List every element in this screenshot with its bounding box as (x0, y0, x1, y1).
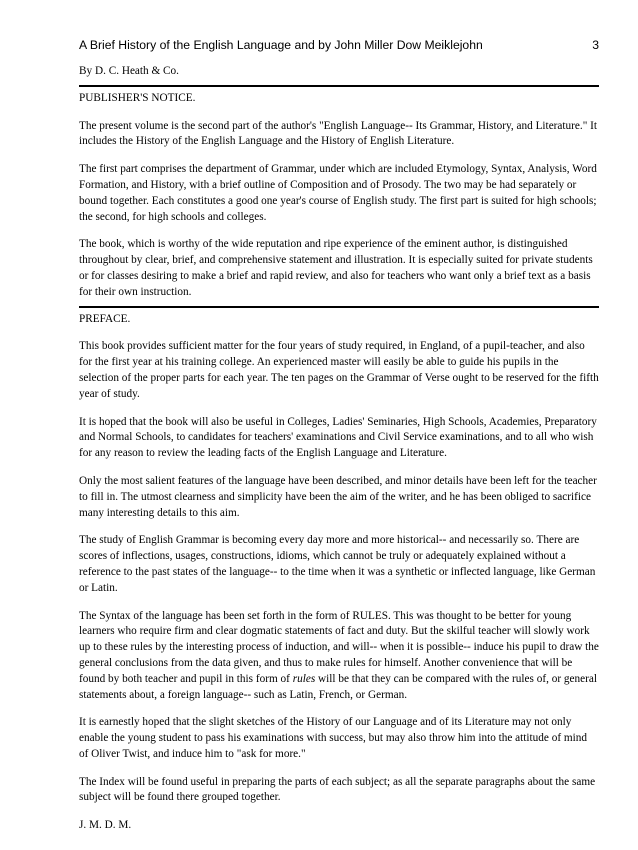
preface-paragraph: Only the most salient features of the language have been described, and minor details have been left for the teacher to fill in. The utmost clearness and simplicity have been the aim of the writer, and he has been obliged to sacrifice many interesting details to this aim. (79, 474, 597, 519)
page-number: 3 (592, 38, 599, 52)
running-title: A Brief History of the English Language and by John Miller Dow Meiklejohn (79, 38, 483, 52)
notice-paragraph: The present volume is the second part of the author's "English Language-- Its Grammar, History, and Literature." It includes the History of the English Language and the History of English Literature. (79, 119, 597, 148)
preface-paragraph: The study of English Grammar is becoming every day more and more historical-- and necessarily so. There are scores of inflections, usages, constructions, idioms, which cannot be truly or adequately explained without a reference to the past states of the language-- to the time when it was a synthetic or inflected language, like German or Latin. (79, 534, 596, 594)
preface-paragraph: It is earnestly hoped that the slight sketches of the History of our Language and of its Literature may not only enable the young student to pass his examinations with success, but may also throw him into the attitude of mind of Oliver Twist, and induce him to "ask for more." (79, 716, 588, 760)
notice-paragraph: The first part comprises the department of Grammar, under which are included Etymology, Syntax, Analysis, Word Formation, and History, with a brief outline of Composition and of Prosody. The two may be had separately or bound together. Each constitutes a good one year's course of English study. The first part is suited for high schools; the second, for high schools and colleges. (79, 163, 597, 223)
section-divider (79, 85, 599, 87)
page-content (79, 64, 599, 834)
rules-emphasis: rules (292, 672, 316, 685)
rules-text-before: The Syntax of the language has been set forth in the form of RULES. This was thought to be better for young learners who require firm and clear dogmatic statements of fact and duty. But the skilful teacher will slowly work up to these rules by the interesting process of induction, and will-- when it is possible-- induce his pupil to draw the general conclusions from the data given, and thus to make rules for himself. Another convenience that will be found by both teacher and pupil in this form of (79, 609, 599, 685)
preface-paragraph: The Index will be found useful in preparing the parts of each subject; as all the separate paragraphs about the same subject will be found there grouped together. (79, 775, 596, 804)
preface-paragraph: This book provides sufficient matter for the four years of study required, in England, of a pupil-teacher, and also for the first year at his training college. An experienced master will easily be able to guide his pupils in the selection of the proper parts for each year. The ten pages on the Grammar of Verse ought to be reserved for the fifth year of study. (79, 340, 599, 400)
preface-section (79, 312, 599, 835)
publishers-notice-section (79, 91, 599, 301)
page-header (79, 37, 599, 57)
byline: By D. C. Heath & Co. (79, 65, 179, 77)
rules-text-after: will be that they can be compared with the rules of, or general statements about, a foreign language-- such as Latin, French, or German. (79, 672, 597, 701)
preface-paragraph-rules (79, 609, 599, 704)
preface-heading: PREFACE. (79, 312, 131, 325)
author-signature: J. M. D. M. (79, 819, 132, 832)
notice-paragraph: The book, which is worthy of the wide reputation and ripe experience of the eminent author, is distinguished throughout by clear, brief, and comprehensive statement and illustration. It is especially suited for private students or for classes desiring to make a brief and rapid review, and also for teachers who want only a brief text as a basis for their own instruction. (79, 238, 593, 298)
preface-paragraph: It is hoped that the book will also be useful in Colleges, Ladies' Seminaries, High Schools, Academies, Preparatory and Normal Schools, to candidates for teachers' examinations and Civil Service examinations, and to all who wish for any reason to review the leading facts of the English Language and Literature. (79, 415, 597, 460)
section-divider (79, 306, 599, 308)
publishers-notice-heading: PUBLISHER'S NOTICE. (79, 91, 196, 104)
